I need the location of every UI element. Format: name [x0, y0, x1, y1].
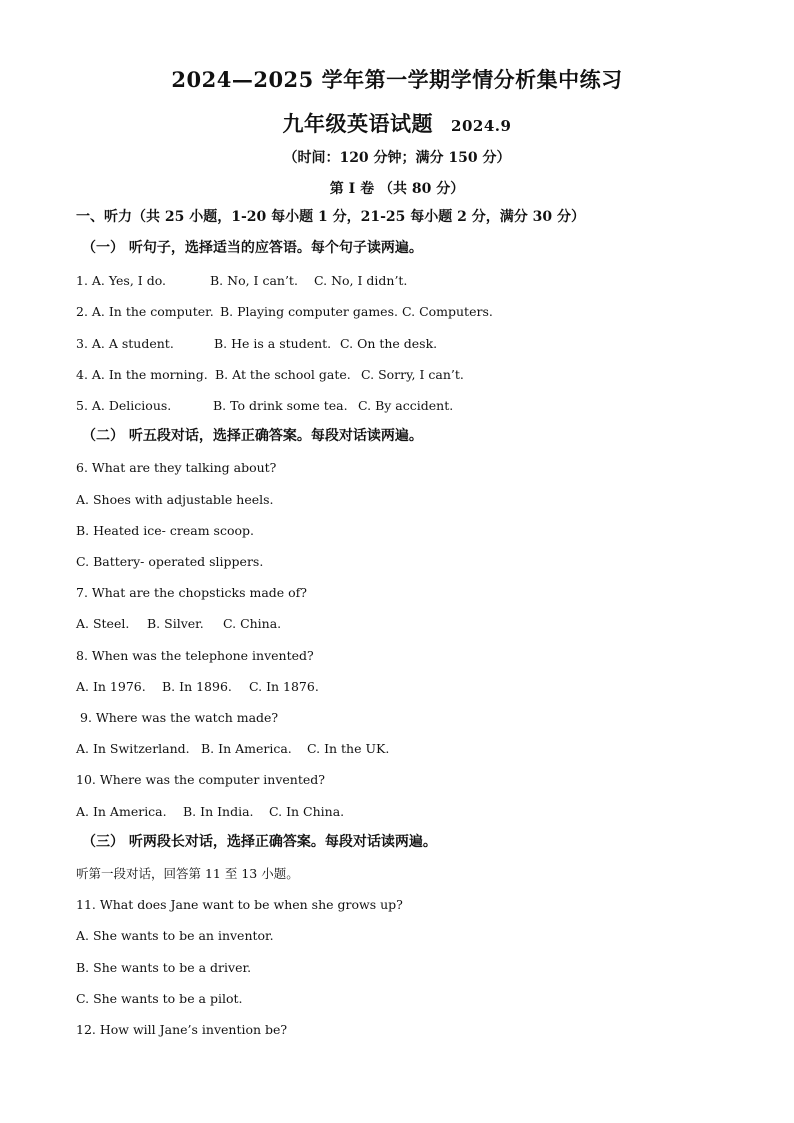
question-7: 7. What are the chopsticks made of?	[76, 585, 307, 600]
option-c: C. In the UK.	[307, 741, 390, 756]
option-b: B. Silver.	[147, 616, 204, 631]
question-10: 10. Where was the computer invented?	[76, 772, 325, 787]
option-b: B. In India.	[183, 804, 254, 819]
question-11: 11. What does Jane want to be when she grows up?	[76, 897, 403, 912]
time-info: （时间：120 分钟；满分 150 分）	[283, 150, 511, 166]
option-b: B. To drink some tea.	[213, 398, 348, 413]
option-b: B. No, I can’t.	[210, 273, 298, 288]
question-9-options	[76, 741, 776, 756]
question-6-option-a: A. Shoes with adjustable heels.	[76, 492, 274, 507]
section-listening-heading: 一、听力（共 25 小题，1-20 每小题 1 分，21-25 每小题 2 分，满分 30 分）	[76, 209, 585, 225]
exam-title: 2024—2025 学年第一学期学情分析集中练习	[171, 67, 623, 92]
question-6-option-c: C. Battery- operated slippers.	[76, 554, 264, 569]
question-5	[76, 398, 776, 413]
part1-heading: （一） 听句子，选择适当的应答语。每个句子读两遍。	[82, 240, 423, 256]
option-b: B. In America.	[201, 741, 292, 756]
option-a: A. Steel.	[76, 616, 130, 631]
option-b: B. He is a student.	[214, 336, 332, 351]
option-a: 3. A. A student.	[76, 336, 174, 351]
volume-label: 第 I 卷 （共 80 分）	[329, 181, 465, 197]
question-8: 8. When was the telephone invented?	[76, 648, 314, 663]
option-b: B. In 1896.	[162, 679, 232, 694]
option-a: 2. A. In the computer.	[76, 304, 214, 319]
option-a: A. In 1976.	[76, 679, 146, 694]
question-6-option-b: B. Heated ice- cream scoop.	[76, 523, 254, 538]
option-c: C. No, I didn’t.	[314, 273, 408, 288]
option-a: 4. A. In the morning.	[76, 367, 208, 382]
question-9: 9. Where was the watch made?	[80, 710, 279, 725]
option-c: C. Sorry, I can’t.	[361, 367, 464, 382]
option-b: B. Playing computer games.	[220, 304, 398, 319]
question-3	[76, 336, 776, 351]
grade-subject: 九年级英语试题	[282, 111, 434, 136]
option-c: C. By accident.	[358, 398, 454, 413]
question-1	[76, 273, 776, 288]
option-a: A. In America.	[76, 804, 167, 819]
option-c: C. Computers.	[402, 304, 493, 319]
option-a: 1. A. Yes, I do.	[76, 273, 166, 288]
question-11-option-a: A. She wants to be an inventor.	[76, 928, 274, 943]
option-a: A. In Switzerland.	[76, 741, 190, 756]
question-2	[76, 304, 776, 319]
part3-heading: （三） 听两段长对话，选择正确答案。每段对话读两遍。	[82, 834, 437, 850]
question-10-options	[76, 804, 776, 819]
exam-subtitle	[0, 108, 794, 138]
option-c: C. On the desk.	[340, 336, 438, 351]
exam-date: 2024.9	[451, 117, 512, 135]
option-a: 5. A. Delicious.	[76, 398, 172, 413]
option-c: C. In China.	[269, 804, 345, 819]
option-b: B. At the school gate.	[215, 367, 351, 382]
question-8-options	[76, 679, 776, 694]
question-11-option-c: C. She wants to be a pilot.	[76, 991, 243, 1006]
option-c: C. China.	[223, 616, 282, 631]
question-11-option-b: B. She wants to be a driver.	[76, 960, 252, 975]
question-6: 6. What are they talking about?	[76, 460, 277, 475]
question-12: 12. How will Jane’s invention be?	[76, 1022, 288, 1037]
part2-heading: （二） 听五段对话，选择正确答案。每段对话读两遍。	[82, 428, 423, 444]
option-c: C. In 1876.	[249, 679, 319, 694]
question-7-options	[76, 616, 776, 631]
question-4	[76, 367, 776, 382]
part3-intro: 听第一段对话，回答第 11 至 13 小题。	[76, 866, 299, 881]
